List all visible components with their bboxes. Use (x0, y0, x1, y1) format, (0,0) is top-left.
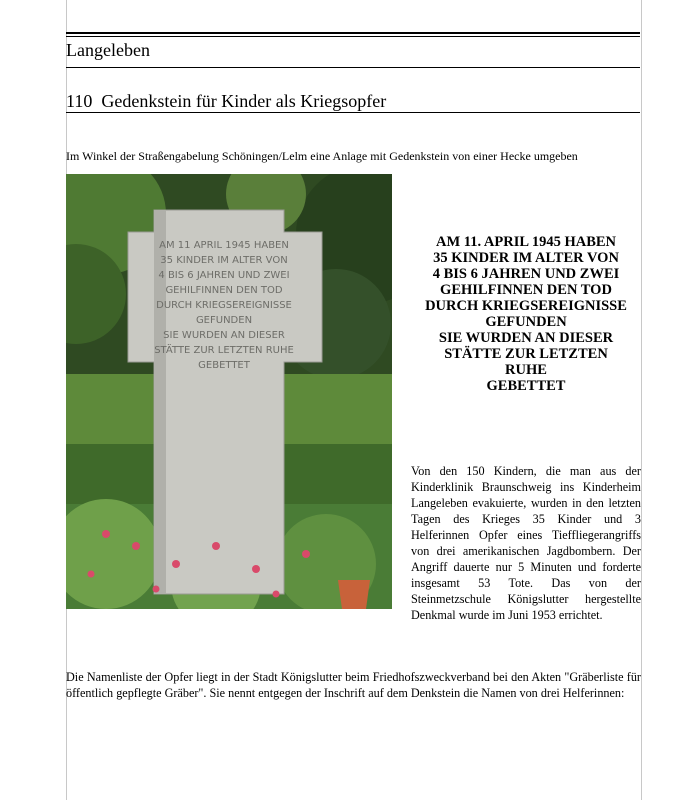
inscription-line: 4 BIS 6 JAHREN UND ZWEI (432, 266, 620, 282)
victims-list-note: Die Namenliste der Opfer liegt in der Stadt Königslutter beim Friedhofszweckverband bei den Akten "Gräberliste für öffentlich gepflegte Gräber". Sie nennt entgegen der Inschrift auf dem Denkstein die Namen von drei Helferinnen: (66, 670, 641, 700)
history-paragraph: Von den 150 Kindern, die man aus der Kinderklinik Braunschweig ins Kinderheim Langeleben evakuierte, wurden in den letzten Tagen des Krieges 35 Kinder und 3 Helferinnen Opfer eines Tieffliegerangriffs von drei amerikanischen Jagdbombern. Der Angriff dauerte nur 5 Minuten und forderte insgesamt 53 Tote. Das von der Steinmetzschule Königslutter hergestellte Denkmal wurde im Juni 1953 errichtet. (411, 464, 641, 622)
stone-text-line: SIE WURDEN AN DIESER (163, 330, 285, 341)
stone-text-line: GEBETTET (198, 360, 250, 371)
inscription-line: GEBETTET (486, 378, 566, 394)
inscription-line: RUHE (505, 362, 547, 378)
top-double-rule-inner (66, 36, 640, 37)
stone-text-line: 4 BIS 6 JAHREN UND ZWEI (158, 270, 290, 281)
stone-text-line: STÄTTE ZUR LETZTEN RUHE (154, 345, 294, 356)
top-double-rule (66, 32, 640, 34)
memorial-number: 110 (66, 91, 93, 111)
inscription-line: SIE WURDEN AN DIESER (438, 330, 614, 346)
stone-text-line: GEFUNDEN (195, 315, 253, 326)
stone-inscription (154, 240, 294, 371)
inscription-line: GEHILFINNEN DEN TOD (440, 282, 612, 298)
place-name: Langeleben (66, 40, 150, 60)
stone-text-line: AM 11 APRIL 1945 HABEN (159, 240, 289, 251)
memorial-photo (66, 174, 392, 609)
inscription-line: DURCH KRIEGSEREIGNISSE (425, 298, 627, 314)
stone-text-line: 35 KINDER IM ALTER VON (160, 255, 288, 266)
stone-text-line: GEHILFINNEN DEN TOD (165, 285, 283, 296)
inscription-transcript (412, 234, 640, 394)
inscription-line: STÄTTE ZUR LETZTEN (444, 346, 608, 362)
memorial-title: Gedenkstein für Kinder als Kriegsopfer (101, 91, 387, 111)
divider (66, 67, 640, 68)
inscription-line: AM 11. APRIL 1945 HABEN (435, 234, 617, 250)
memorial-heading (66, 91, 386, 112)
inscription-line: 35 KINDER IM ALTER VON (433, 250, 619, 266)
divider (66, 112, 640, 113)
location-description: Im Winkel der Straßengabelung Schöningen/Lelm eine Anlage mit Gedenkstein von einer Hecke umgeben (66, 149, 578, 163)
inscription-line: GEFUNDEN (485, 314, 567, 330)
stone-text-line: DURCH KRIEGSEREIGNISSE (156, 300, 292, 311)
